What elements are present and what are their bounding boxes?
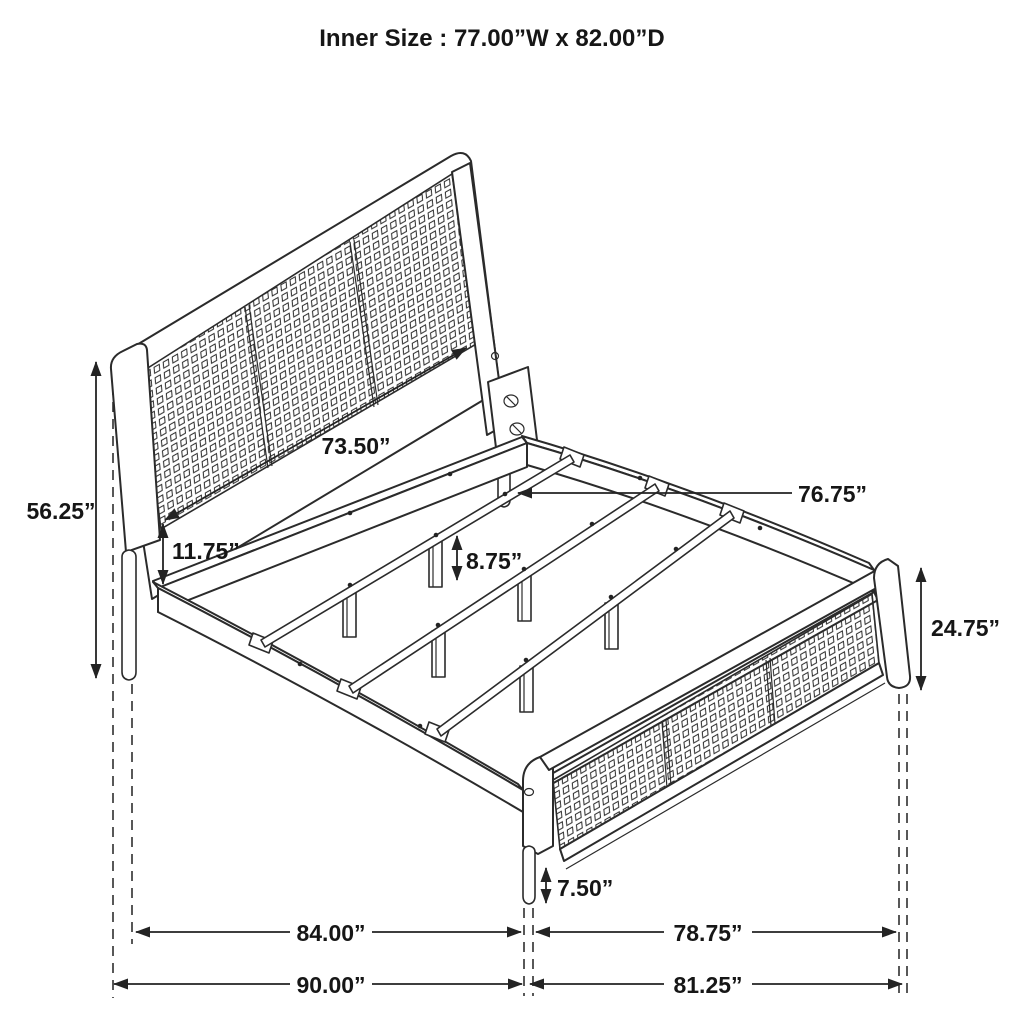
dimension-label: 78.75” [673,920,743,946]
dimension-label: 8.75” [466,548,523,574]
dim-footboard-clearance [546,868,613,903]
dimension-label: 81.25” [673,972,743,998]
dim-footboard-height [921,568,1000,690]
diagram-title: Inner Size : 77.00”W x 82.00”D [319,25,665,52]
dimension-label: 11.75” [172,538,240,564]
left-side-rail-front [158,588,523,812]
dimension-label: 56.25” [26,498,96,524]
footboard [523,559,910,904]
dimension-label: 7.50” [557,875,614,901]
dim-bottom-left-outer [114,972,522,998]
dimension-label: 90.00” [296,972,366,998]
dimension-label: 76.75” [798,481,868,507]
dim-headboard-height [26,362,96,678]
footboard-left-leg [523,846,535,904]
dim-support-leg-height [457,536,522,580]
dimension-label: 84.00” [296,920,366,946]
dimension-label: 73.50” [321,433,391,459]
dimension-label: 24.75” [931,615,1001,641]
dim-bottom-right-inner [536,920,896,946]
dim-bottom-right-outer [530,972,902,998]
footboard-left-post [523,757,553,854]
dim-bottom-left-inner [136,920,521,946]
headboard-left-leg [122,550,136,680]
